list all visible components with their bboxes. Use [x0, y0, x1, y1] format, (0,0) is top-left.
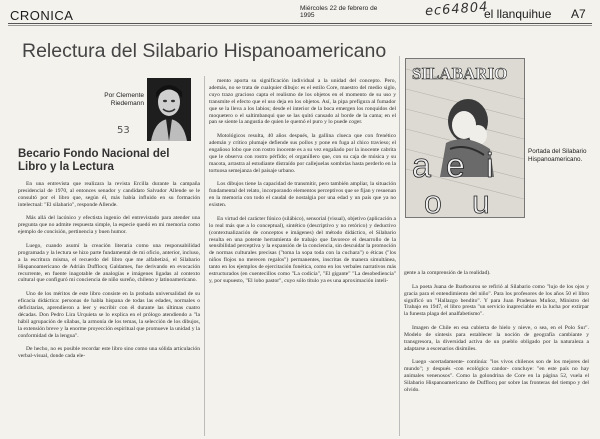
- image-caption: Portada del Silabario Hispanoamericano.: [528, 148, 587, 163]
- paragraph: Luego, cuando asumí la creación literaria como una responsabilidad programada y la lectura se hizo parte fundamental de mi oficio, anterior, incluso, a la escritura misma, el recuerdo del libro que me alfabetizó, el Silabario Hispanoamericano de Adrián Dufflocq Galdames, fue derivando en evocación recurrente, en fuente inagotable de analogías e imágenes ligadas al contexto cultural que configuró mi conciencia de niño sureño, chileno y latinoamericano.: [18, 242, 200, 284]
- newspaper-name: el llanquihue: [484, 7, 552, 21]
- page-number: A7: [571, 7, 586, 21]
- issue-date: Miércoles 22 de febrero de 1995: [300, 5, 378, 19]
- paragraph: Más allá del lacónico y efectista ingenio del entrevistado para atender una pregunta que no admite respuesta simple, la especie quedó en mi memoria como ejemplo de concisión, pertinencia y buen humor.: [18, 215, 200, 236]
- header-rule: [8, 23, 592, 24]
- section-name: CRONICA: [10, 8, 74, 23]
- paragraph: En una entrevista que realizara la revista Ercilla durante la campaña presidencial de 1970, al entonces senador y candidato Salvador Allende se le consultó por el libro que, según él, más había influido en su formación intelectual: "El silabario", responde Allende.: [18, 181, 200, 208]
- cover-letter: e: [446, 147, 465, 185]
- paragraph: Uno de los méritos de este libro consiste en la probada universalidad de su eficacia didáctica: personas de habla hispana de todas las edades, normales o deficitarias, aprendieron a leer y escribir con él durante las últimas cuatro décadas. Don Pedro Lira Urquieta se lo explica en el prólogo atendiendo a "la hábil agrupación de sílabas, la armonía de los temas, la selección de los dibujos, la extensión breve y la enorme proyección espiritual que promueve la unidad y la conformidad de la lengua".: [18, 291, 200, 339]
- paragraph: Luego -acertadamente- continúa: "los vivos chilenos son de los mejores del mundo"; y después -con ecológico candor- concluye: "en este país no hay animales venenosos". Como la golondrina de Core en la página 52, vuela el Silabario Hispanoamericano de Dufflocq por sobre las fronteras del tiempo y del olvido.: [404, 359, 589, 394]
- header-rule-thin: [8, 25, 592, 26]
- cover-title: SILABARIO: [412, 64, 508, 83]
- cover-letter: a: [412, 147, 431, 185]
- author-photo: [147, 78, 191, 141]
- article-headline: Relectura del Silabario Hispanoamericano: [22, 40, 387, 62]
- body-column-2: [209, 78, 396, 439]
- cover-letter: u: [472, 184, 490, 217]
- column-divider: [399, 56, 400, 436]
- body-column-3: [404, 270, 589, 439]
- body-column-1: [18, 181, 200, 439]
- handwritten-code: ec64804: [424, 0, 489, 20]
- article-subhead: Becario Fondo Nacional del Libro y la Lectura: [18, 148, 170, 173]
- paragraph: Los dibujos tiene la capacidad de transmitir, pero también ampliar, la situación fundamental del relato, incorporando elementos perceptivos que se fijan y resuenan en la memoria con todo el caudal de nostalgia por una edad y un país que ya no existen.: [209, 181, 396, 209]
- paragraph: De hecho, no es posible recordar este libro sino como una sólida articulación verbal-visual, donde cada ele-: [18, 346, 200, 360]
- column-divider: [204, 76, 205, 436]
- cover-letter: o: [424, 184, 442, 217]
- byline: Por Clemente Riedemann: [104, 92, 144, 107]
- paragraph: La poeta Juana de Ibarbourou se refirió al Silabario como "lujo de los ojos y gracia para el entendimiento del niño". Para los profesores de los años 50 el libro significó un "Hallazgo bendito". Y para Juan Pradenas Muñoz, Ministro del Trabajo en 1947, el libro presta "un servicio inapreciable en la lucha por extirpar la funesta plaga del analfabetismo".: [404, 283, 589, 318]
- handwritten-mark: 53: [117, 125, 130, 136]
- silabario-cover-image: [405, 58, 525, 218]
- paragraph: Imagen de Chile en esa cubierta de hielo y nieve, o sea, en el Polo Sur". Modelo de síntesis para establecer la noción de geografía cambiante y transgresora, la diversidad activa de un pueblo obligado por la naturaleza a adaptarse a escenarios disímiles.: [404, 325, 589, 352]
- paragraph: mento aporta su significación individual a la unidad del concepto. Pero, además, no se trata de cualquier dibujo: es el estilo Core, maestro del medio siglo, cuyo trazo gracioso capta el realismo de los objetos en el momento de su uso y transmite el efecto que el uso deja en los objetos. Así, la pipa prefigura al fumador que se la lleva a los labios; desde el interior de la boca emergen los ronquidos del moquetero o el saltimbanqui que se las quitó cansado al borde de la cama; en el pan se siente la angustia de quien le quemó el puro y lo puede coger.: [209, 78, 396, 126]
- paragraph: En virtud del carácter fónico (silábico), sensorial (visual), objetivo (aplicación a lo real más que a lo conceptual), sintético (descriptivo y no retórico) y deductivo (contextualización de conceptos e imágenes) del método didáctico, el Silabario resulta en una potente herramienta de trabajo que favorece el desarrollo de la sensibilidad perceptiva y la expansión de la conciencia, sin descuidar la promoción de normas culturales precisas ("toma la sopa toda con la cuchara") o éticas ("los niños flojos no merecen regalos") permanentes, inscritas de manera simultánea, tanto en los ejemplos de ejercitación fonética, como en los verbales narrativos más estructurados (en cuentecillos como "La codicia", "El gigante" "La desobediencia" y, por supuesto, "El lobo pastor", cuyo sólo título ya es una aproximación inteli-: [209, 215, 396, 284]
- cover-letter: i: [486, 147, 494, 185]
- paragraph: gente a la comprensión de la realidad).: [404, 270, 491, 276]
- paragraph: Motológicos resulta, 40 años después, la gallina clueca que con frenético ademán y crítico plumaje defiende sus pollos y pone en fuga al chico travieso; el engañoso lobo que con rostro inocente es a su vez engañado por la inocente cabrita que le observa con rostro pérfido; el organillero que, con su caja de música y su macota, arrastra al estudiante distraído por callejuelas sombrías hasta perderlo en la tortuosa semejanza del paisaje urbano.: [209, 133, 396, 174]
